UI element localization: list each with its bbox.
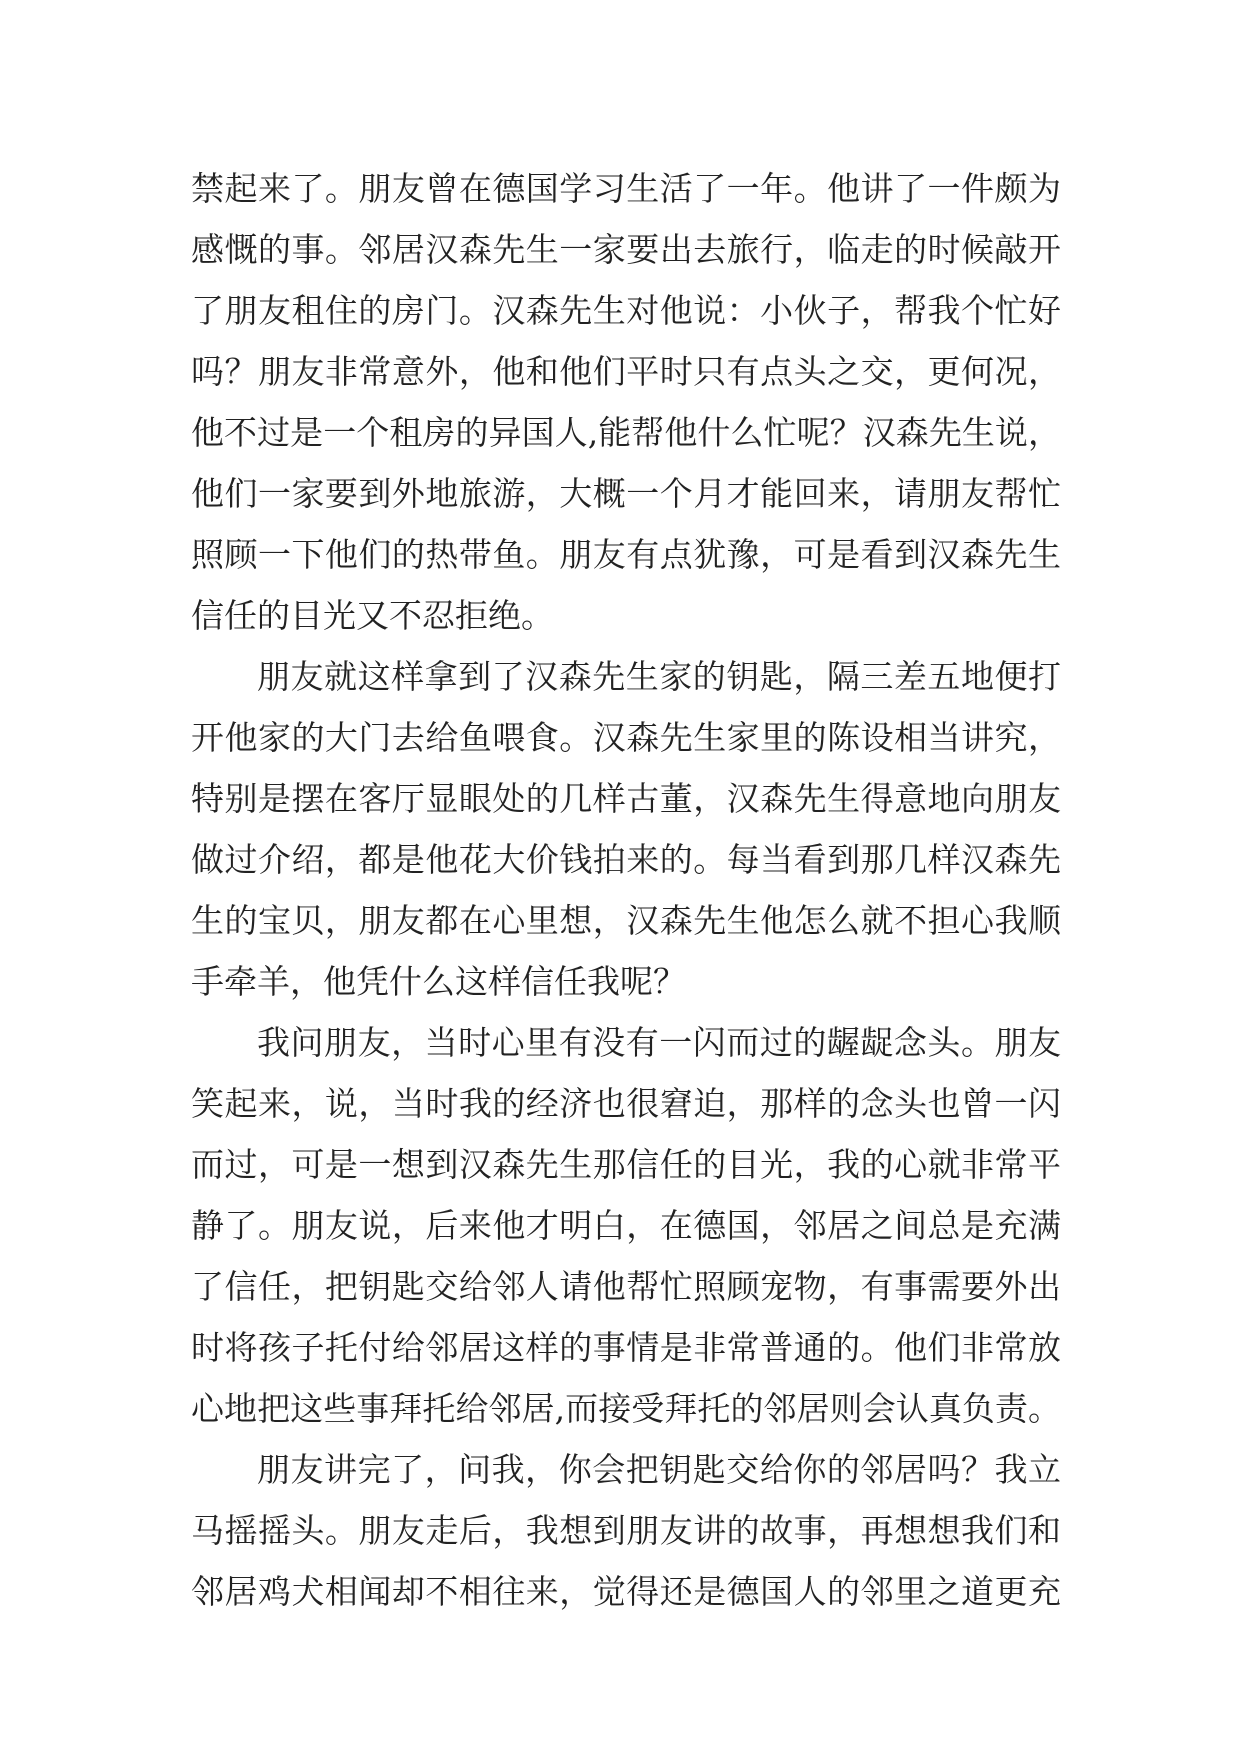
text-line: 而过，可是一想到汉森先生那信任的目光，我的心就非常平 [191, 1145, 1061, 1184]
text-line: 笑起来，说，当时我的经济也很窘迫，那样的念头也曾一闪 [191, 1084, 1061, 1123]
paragraph-first-line: 朋友讲完了，问我，你会把钥匙交给你的邻居吗？我立 [257, 1450, 1061, 1489]
text-line: 心地把这些事拜托给邻居,而接受拜托的邻居则会认真负责。 [191, 1389, 1061, 1428]
text-line: 了信任，把钥匙交给邻人请他帮忙照顾宠物，有事需要外出 [191, 1267, 1061, 1306]
text-line: 感慨的事。邻居汉森先生一家要出去旅行，临走的时候敲开 [191, 230, 1061, 269]
text-line: 他们一家要到外地旅游，大概一个月才能回来，请朋友帮忙 [191, 474, 1061, 513]
text-line: 开他家的大门去给鱼喂食。汉森先生家里的陈设相当讲究， [191, 718, 1061, 757]
text-line: 邻居鸡犬相闻却不相往来，觉得还是德国人的邻里之道更充 [191, 1572, 1061, 1611]
text-line: 手牵羊，他凭什么这样信任我呢？ [191, 962, 686, 1001]
body-text [191, 158, 1061, 1622]
text-line: 时将孩子托付给邻居这样的事情是非常普通的。他们非常放 [191, 1328, 1061, 1367]
text-line: 马摇摇头。朋友走后，我想到朋友讲的故事，再想想我们和 [191, 1511, 1061, 1550]
text-line: 了朋友租住的房门。汉森先生对他说：小伙子，帮我个忙好 [191, 291, 1061, 330]
text-line: 特别是摆在客厅显眼处的几样古董，汉森先生得意地向朋友 [191, 779, 1061, 818]
text-line: 做过介绍，都是他花大价钱拍来的。每当看到那几样汉森先 [191, 840, 1061, 879]
text-line: 照顾一下他们的热带鱼。朋友有点犹豫，可是看到汉森先生 [191, 535, 1061, 574]
paragraph-first-line: 我问朋友，当时心里有没有一闪而过的龌龊念头。朋友 [257, 1023, 1061, 1062]
text-line: 静了。朋友说，后来他才明白，在德国，邻居之间总是充满 [191, 1206, 1061, 1245]
text-line: 禁起来了。朋友曾在德国学习生活了一年。他讲了一件颇为 [191, 169, 1061, 208]
paragraph-first-line: 朋友就这样拿到了汉森先生家的钥匙，隔三差五地便打 [257, 657, 1061, 696]
text-line: 吗？朋友非常意外，他和他们平时只有点头之交，更何况， [191, 352, 1061, 391]
text-line: 信任的目光又不忍拒绝。 [191, 596, 554, 635]
text-line: 生的宝贝，朋友都在心里想，汉森先生他怎么就不担心我顺 [191, 901, 1061, 940]
text-line: 他不过是一个租房的异国人,能帮他什么忙呢？汉森先生说， [191, 413, 1061, 452]
